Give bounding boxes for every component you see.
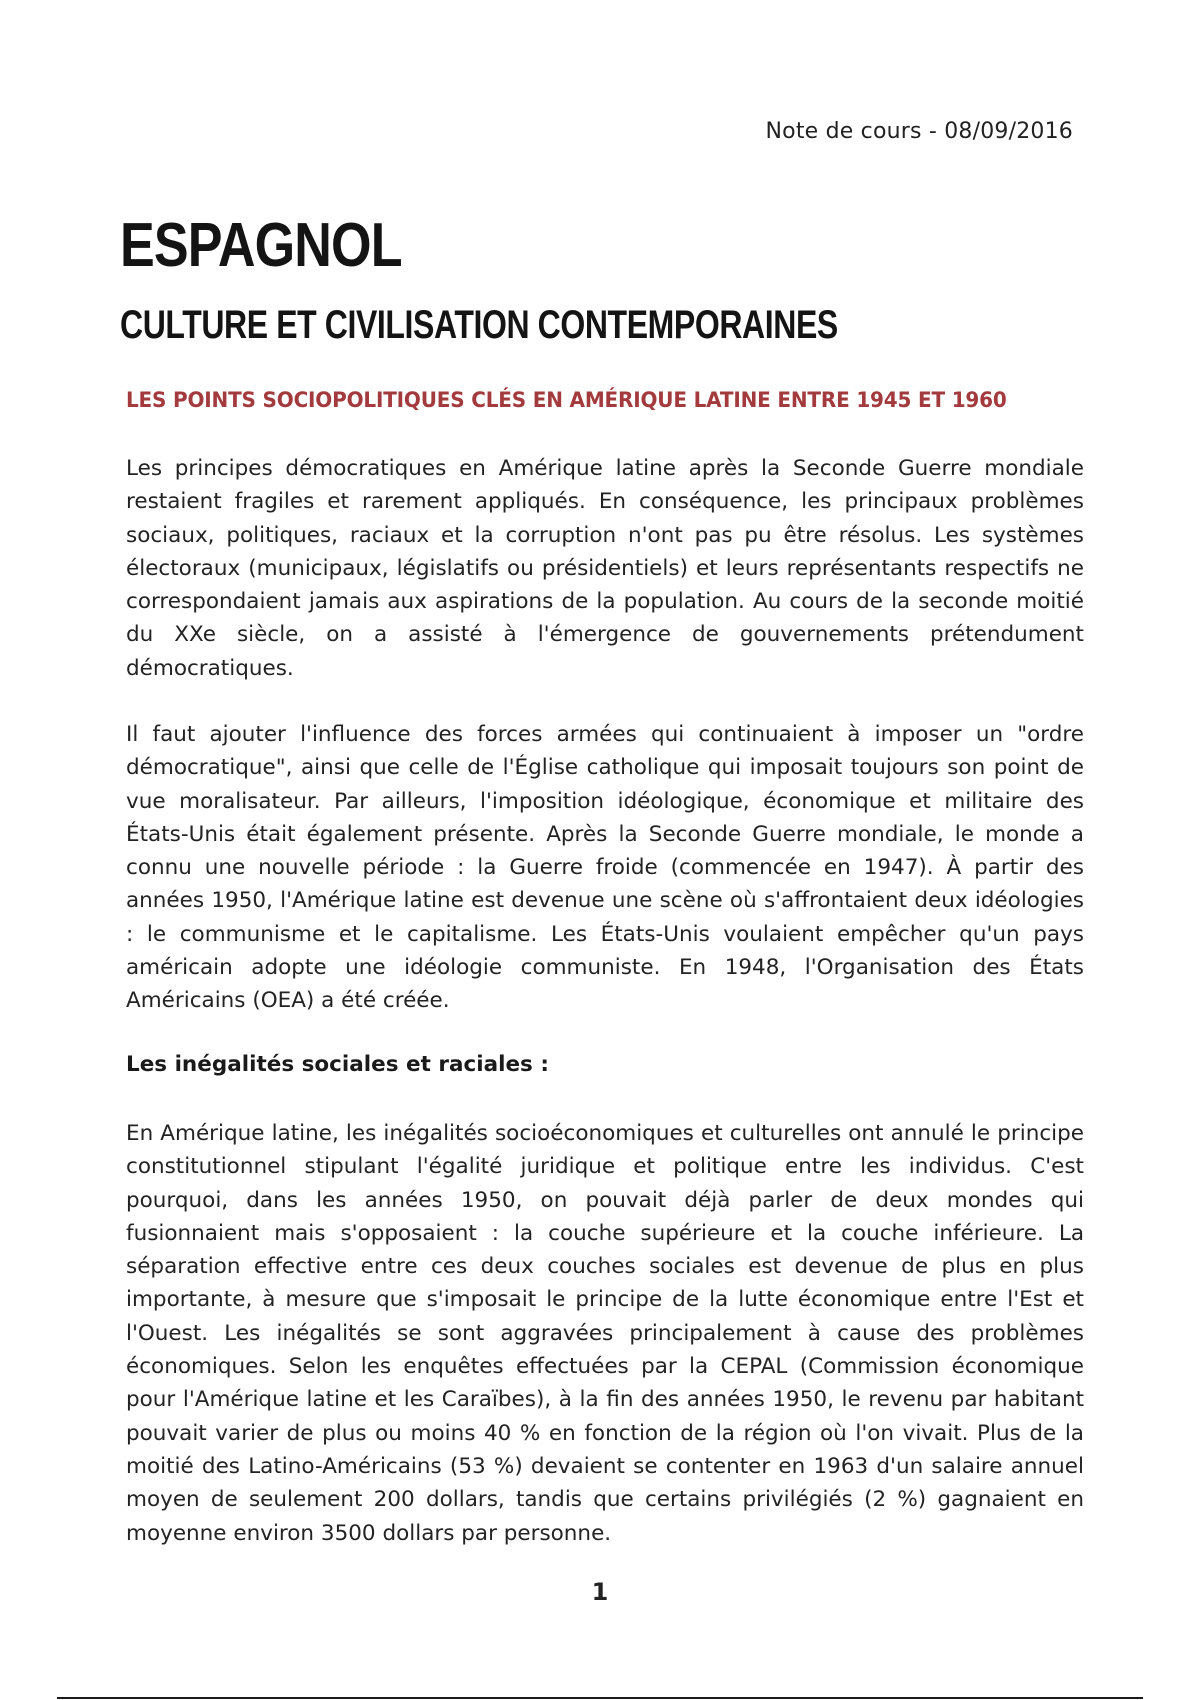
section-heading: LES POINTS SOCIOPOLITIQUES CLÉS EN AMÉRIQUE LATINE ENTRE 1945 ET 1960 [126, 388, 1007, 413]
paragraph-text: Les principes démocratiques en Amérique latine après la Seconde Guerre mondiale restaient fragiles et rarement appliqués. En conséquence, les principaux problèmes sociaux, politiques, raciaux et la corruption n'ont pas pu être résolus. Les systèmes électoraux (municipaux, législatifs ou présidentiels) et leurs représentants respectifs ne correspondaient jamais aux aspirations de la population. Au cours de la seconde moitié du XXe siècle, on a assisté à l'émergence de gouvernements prétendument démocratiques. [126, 456, 1084, 681]
document-subtitle: CULTURE ET CIVILISATION CONTEMPORAINES [120, 303, 838, 347]
paragraph-1 [126, 452, 1084, 685]
paragraph-3 [126, 1117, 1084, 1550]
page-number: 1 [591, 1578, 609, 1606]
document-title: ESPAGNOL [120, 211, 402, 280]
bottom-divider [57, 1697, 1143, 1699]
paragraph-text: Il faut ajouter l'influence des forces armées qui continuaient à imposer un "ordre démocratique", ainsi que celle de l'Église catholique qui imposait toujours son point de vue moralisateur. Par ailleurs, l'imposition idéologique, économique et militaire des États-Unis était également présente. Après la Seconde Guerre mondiale, le monde a connu une nouvelle période : la Guerre froide (commencée en 1947). À partir des années 1950, l'Amérique latine est devenue une scène où s'affrontaient deux idéologies : le communisme et le capitalisme. Les États-Unis voulaient empêcher qu'un pays américain adopte une idéologie communiste. En 1948, l'Organisation des États Américains (OEA) a été créée. [126, 722, 1084, 1014]
subsection-heading: Les inégalités sociales et raciales : [126, 1052, 549, 1077]
paragraph-2 [126, 718, 1084, 1018]
paragraph-text: En Amérique latine, les inégalités socioéconomiques et culturelles ont annulé le principe constitutionnel stipulant l'égalité juridique et politique entre les individus. C'est pourquoi, dans les années 1950, on pouvait déjà parler de deux mondes qui fusionnaient mais s'opposaient : la couche supérieure et la couche inférieure. La séparation effective entre ces deux couches sociales est devenue de plus en plus importante, à mesure que s'imposait le principe de la lutte économique entre l'Est et l'Ouest. Les inégalités se sont aggravées principalement à cause des problèmes économiques. Selon les enquêtes effectuées par la CEPAL (Commission économique pour l'Amérique latine et les Caraïbes), à la fin des années 1950, le revenu par habitant pouvait varier de plus ou moins 40 % en fonction de la région où l'on vivait. Plus de la moitié des Latino-Américains (53 %) devaient se contenter en 1963 d'un salaire annuel moyen de seulement 200 dollars, tandis que certains privilégiés (2 %) gagnaient en moyenne environ 3500 dollars par personne. [126, 1121, 1084, 1546]
note-date-header: Note de cours - 08/09/2016 [765, 119, 1073, 144]
